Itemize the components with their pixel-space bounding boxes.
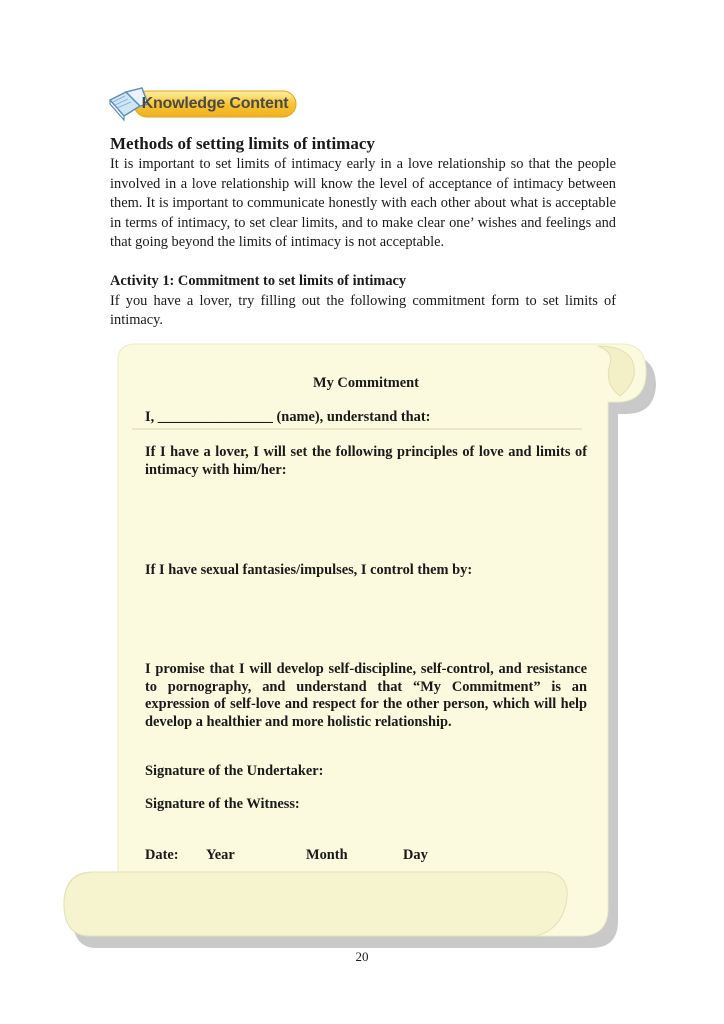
commitment-form <box>145 370 587 863</box>
section-heading: Methods of setting limits of intimacy <box>110 134 375 153</box>
name-line: I, ________________ (name), understand that: <box>145 409 431 425</box>
intro-paragraph: It is important to set limits of intimacy early in a love relationship so that the people involved in a love relationship will know the level of acceptance of intimacy between them. It is important to communicate honestly with each other about what is acceptable in terms of intimacy, to set clear limits, and to make clear one’ wishes and feelings and that going beyond the limits of intimacy is not acceptable. <box>110 156 616 251</box>
principles-prompt: If I have a lover, I will set the following principles of love and limits of intimacy with him/her: <box>145 444 587 478</box>
form-title: My Commitment <box>313 375 419 391</box>
signature-witness: Signature of the Witness: <box>145 796 300 812</box>
date-label: Date: <box>145 847 179 863</box>
promise-statement: I promise that I will develop self-discipline, self-control, and resistance to pornography, and understand that “My Commitment” is an expression of self-love and respect for the other person, which will help develop a healthier and more holistic relationship. <box>145 661 587 730</box>
month-label: Month <box>306 847 348 863</box>
year-label: Year <box>206 847 235 863</box>
activity-title: Activity 1: Commitment to set limits of intimacy <box>110 272 407 289</box>
fantasies-prompt: If I have sexual fantasies/impulses, I control them by: <box>145 562 473 578</box>
signature-undertaker: Signature of the Undertaker: <box>145 763 324 779</box>
banner-label: Knowledge Content <box>141 95 289 112</box>
activity-instructions: If you have a lover, try filling out the following commitment form to set limits of intimacy. <box>110 292 616 329</box>
day-label: Day <box>403 847 428 863</box>
page-number: 20 <box>355 949 369 964</box>
